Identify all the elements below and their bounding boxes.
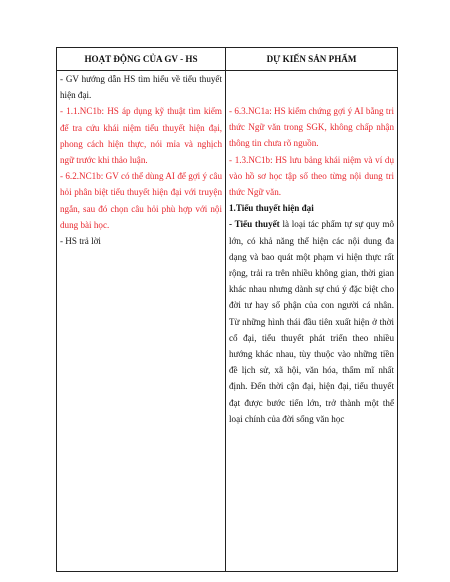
activity-guide: - GV hướng dẫn HS tìm hiểu về tiểu thuyết hiện đại. (60, 74, 222, 101)
novel-definition (229, 216, 394, 427)
header-expected-product: DỰ KIẾN SẢN PHẨM (226, 48, 398, 71)
novel-definition-text: là loại tác phẩm tự sự quy mô lớn, có khả năng thể hiện các nội dung đa dạng và bao quát một phạm vi hiện thực rất rộng, trải ra trên nhiều không gian, thời gian khác nhau nhưng dành sự chú ý đặc biệt cho đời tư hay số phận của con người cá nhân. Từ những hình thái đầu tiên xuất hiện ở thời cổ đại, tiểu thuyết phát triển theo nhiều hướng khác nhau, tùy thuộc vào những tiền đề lịch sử, xã hội, văn hóa, thẩm mĩ nhất định. Đến thời cận đại, hiện đại, tiểu thuyết đạt được bước tiến lớn, trở thành một thể loại chính của đời sống văn học (229, 219, 395, 424)
table-body-row (57, 71, 398, 572)
spacer (229, 71, 394, 87)
activity-cell (57, 71, 226, 572)
activity-competency-1-1: - 1.1.NC1b: HS áp dụng kỹ thuật tìm kiếm để tra cứu khái niệm tiểu thuyết hiện đại, phong cách hiện thực, nói mỉa và nghịch ngữ trước khi thảo luận. (60, 106, 222, 166)
header-teacher-student-activity: HOẠT ĐỘNG CỦA GV - HS (57, 48, 226, 71)
spacer (229, 87, 394, 103)
activity-student-answer: - HS trả lời (60, 236, 101, 247)
product-competency-1-3: - 1.3.NC1b: HS lưu bảng khái niệm và ví dụ vào hồ sơ học tập số theo từng nội dung tri thức Ngữ văn. (229, 154, 394, 198)
lesson-table (56, 47, 398, 572)
product-competency-6-3: - 6.3.NC1a: HS kiểm chứng gợi ý AI bằng tri thức Ngữ văn trong SGK, không chấp nhận thông tin chưa rõ nguồn. (229, 106, 394, 149)
section-heading: 1.Tiểu thuyết hiện đại (229, 203, 314, 214)
table-header-row (57, 48, 398, 71)
product-cell (226, 71, 398, 572)
activity-competency-6-2: - 6.2.NC1b: GV có thể dùng AI để gợi ý câu hỏi phân biệt tiểu thuyết hiện đại với truyện ngắn, sau đó chọn câu hỏi phù hợp với nội dung bài học. (60, 171, 222, 230)
novel-term: - Tiểu thuyết (229, 219, 280, 230)
